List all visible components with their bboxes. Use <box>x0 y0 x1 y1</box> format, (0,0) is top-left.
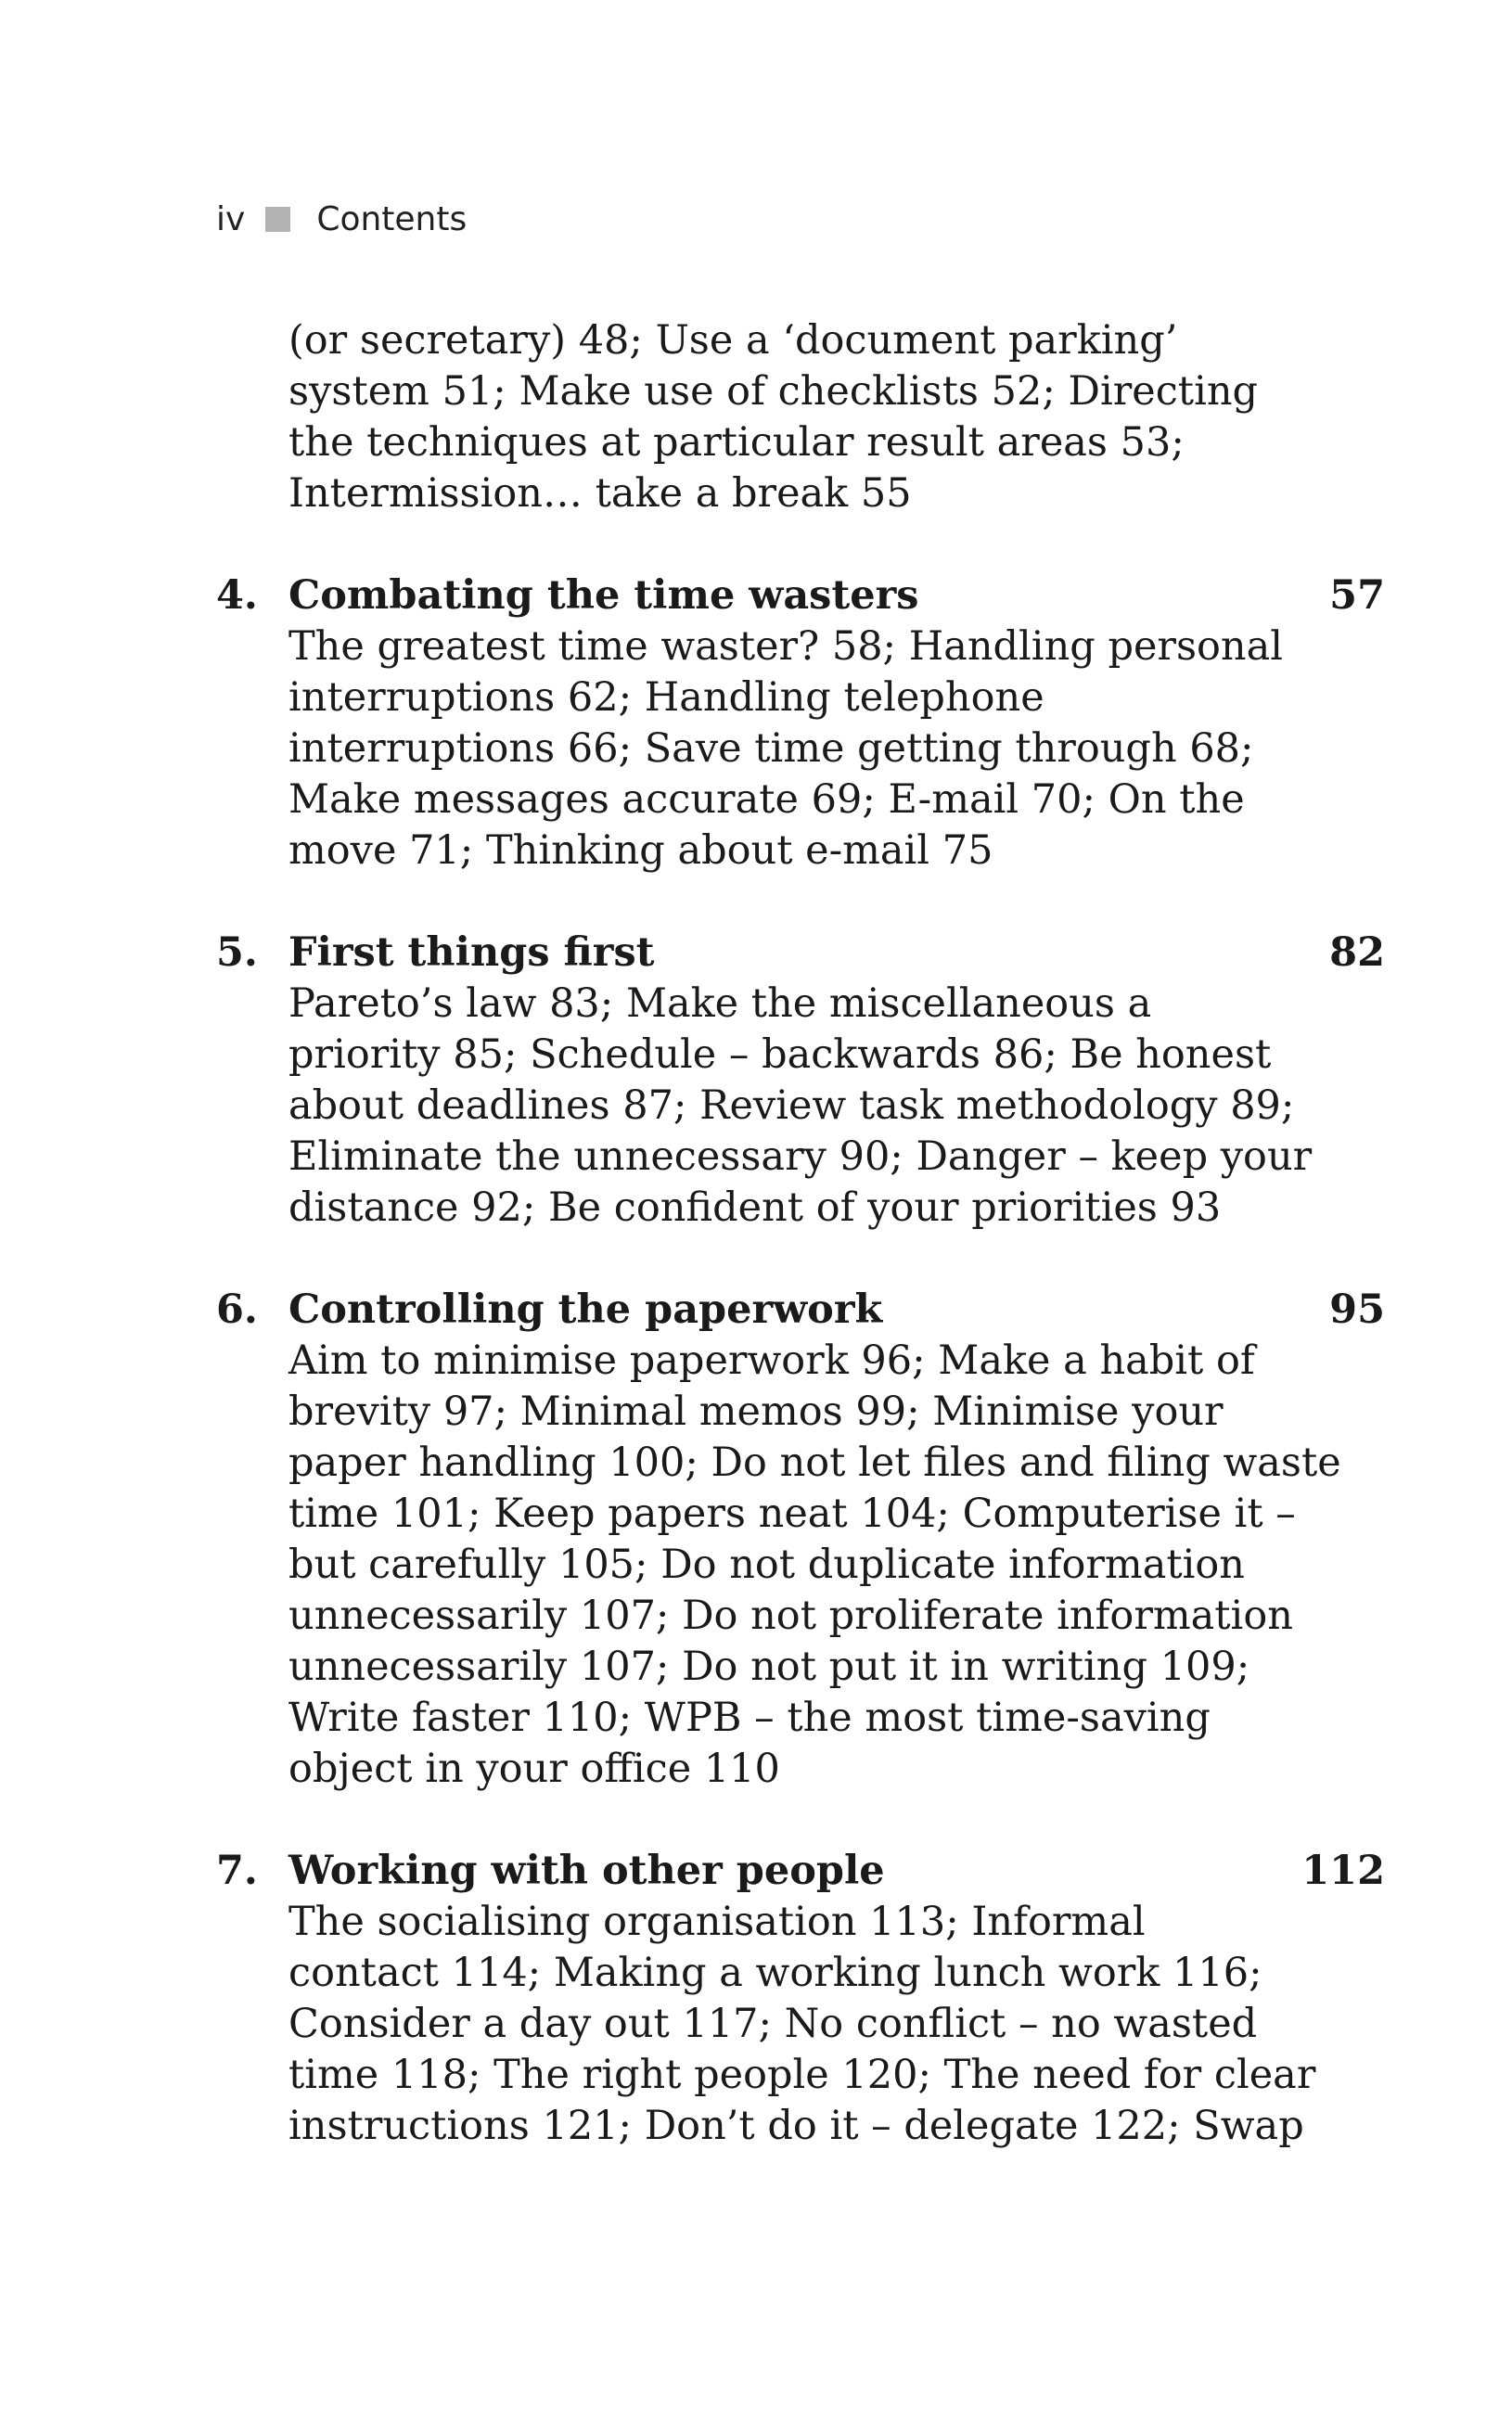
chapter-entries <box>216 1336 1341 1795</box>
running-head <box>216 197 467 241</box>
entry-line: brevity 97; Minimal memos 99; Minimise your <box>288 1389 1224 1435</box>
chapter-heading <box>216 1285 1385 1336</box>
chapter-page: 82 <box>1329 929 1385 976</box>
chapter-page: 112 <box>1301 1848 1385 1894</box>
chapter-heading <box>216 1846 1385 1897</box>
entry-line: Intermission… take a break 55 <box>288 470 912 517</box>
chapter-4 <box>216 570 1385 877</box>
chapter-title: Combating the time wasters <box>288 572 919 619</box>
entry-line: Eliminate the unnecessary 90; Danger – keep your <box>288 1133 1313 1180</box>
chapter-title: First things first <box>288 929 655 976</box>
entry-line: Consider a day out 117; No conflict – no wasted <box>288 2001 1258 2047</box>
chapter-title: Controlling the paperwork <box>288 1286 883 1333</box>
chapter-entries <box>216 979 1318 1234</box>
entry-line: The greatest time waster? 58; Handling personal <box>288 623 1284 670</box>
page-number: iv <box>216 199 246 238</box>
entry-line: contact 114; Making a working lunch work 116; <box>288 1950 1262 1996</box>
chapter-number: 7. <box>216 1848 258 1894</box>
chapter-heading <box>216 928 1385 979</box>
entry-line: time 101; Keep papers neat 104; Computerise it – <box>288 1491 1296 1537</box>
entry-line: time 118; The right people 120; The need for clear <box>288 2052 1316 2098</box>
entry-line: but carefully 105; Do not duplicate information <box>288 1542 1245 1588</box>
chapter-entries <box>216 621 1318 877</box>
entry-line: Pareto’s law 83; Make the miscellaneous a <box>288 980 1152 1027</box>
entry-line: the techniques at particular result areas 53; <box>288 419 1185 466</box>
entry-line: interruptions 62; Handling telephone <box>288 674 1044 721</box>
chapter-page: 57 <box>1329 572 1385 619</box>
chapter-number: 5. <box>216 929 258 976</box>
chapter-page: 95 <box>1329 1286 1385 1333</box>
entry-line: Aim to minimise paperwork 96; Make a habit of <box>288 1338 1255 1384</box>
square-bullet-icon <box>265 207 290 232</box>
entry-line: object in your office 110 <box>288 1746 780 1792</box>
entry-line: move 71; Thinking about e-mail 75 <box>288 827 993 874</box>
chapter-number: 6. <box>216 1286 258 1333</box>
chapter-entries <box>216 1897 1318 2152</box>
chapter-title: Working with other people <box>288 1848 885 1894</box>
continued-entries <box>216 315 1318 519</box>
entry-line: priority 85; Schedule – backwards 86; Be honest <box>288 1031 1272 1078</box>
entry-line: paper handling 100; Do not let files and filing waste <box>288 1440 1341 1486</box>
chapter-5 <box>216 928 1385 1234</box>
table-of-contents <box>216 315 1385 2152</box>
entry-line: (or secretary) 48; Use a ‘document parking’ <box>288 317 1178 364</box>
chapter-7 <box>216 1846 1385 2152</box>
entry-line: Write faster 110; WPB – the most time-saving <box>288 1695 1211 1741</box>
entry-line: distance 92; Be confident of your priorities 93 <box>288 1184 1222 1231</box>
entry-line: about deadlines 87; Review task methodology 89; <box>288 1082 1295 1129</box>
entry-line: unnecessarily 107; Do not proliferate information <box>288 1593 1293 1639</box>
entry-line: interruptions 66; Save time getting through 68; <box>288 725 1254 772</box>
entry-line: Make messages accurate 69; E-mail 70; On the <box>288 776 1245 823</box>
entry-line: The socialising organisation 113; Informal <box>288 1899 1146 1945</box>
entry-line: instructions 121; Don’t do it – delegate 122; Swap <box>288 2103 1304 2149</box>
chapter-number: 4. <box>216 572 258 619</box>
chapter-heading <box>216 570 1385 621</box>
section-title: Contents <box>316 199 468 238</box>
entry-line: unnecessarily 107; Do not put it in writing 109; <box>288 1644 1250 1690</box>
entry-line: system 51; Make use of checklists 52; Directing <box>288 368 1259 415</box>
chapter-6 <box>216 1285 1385 1795</box>
